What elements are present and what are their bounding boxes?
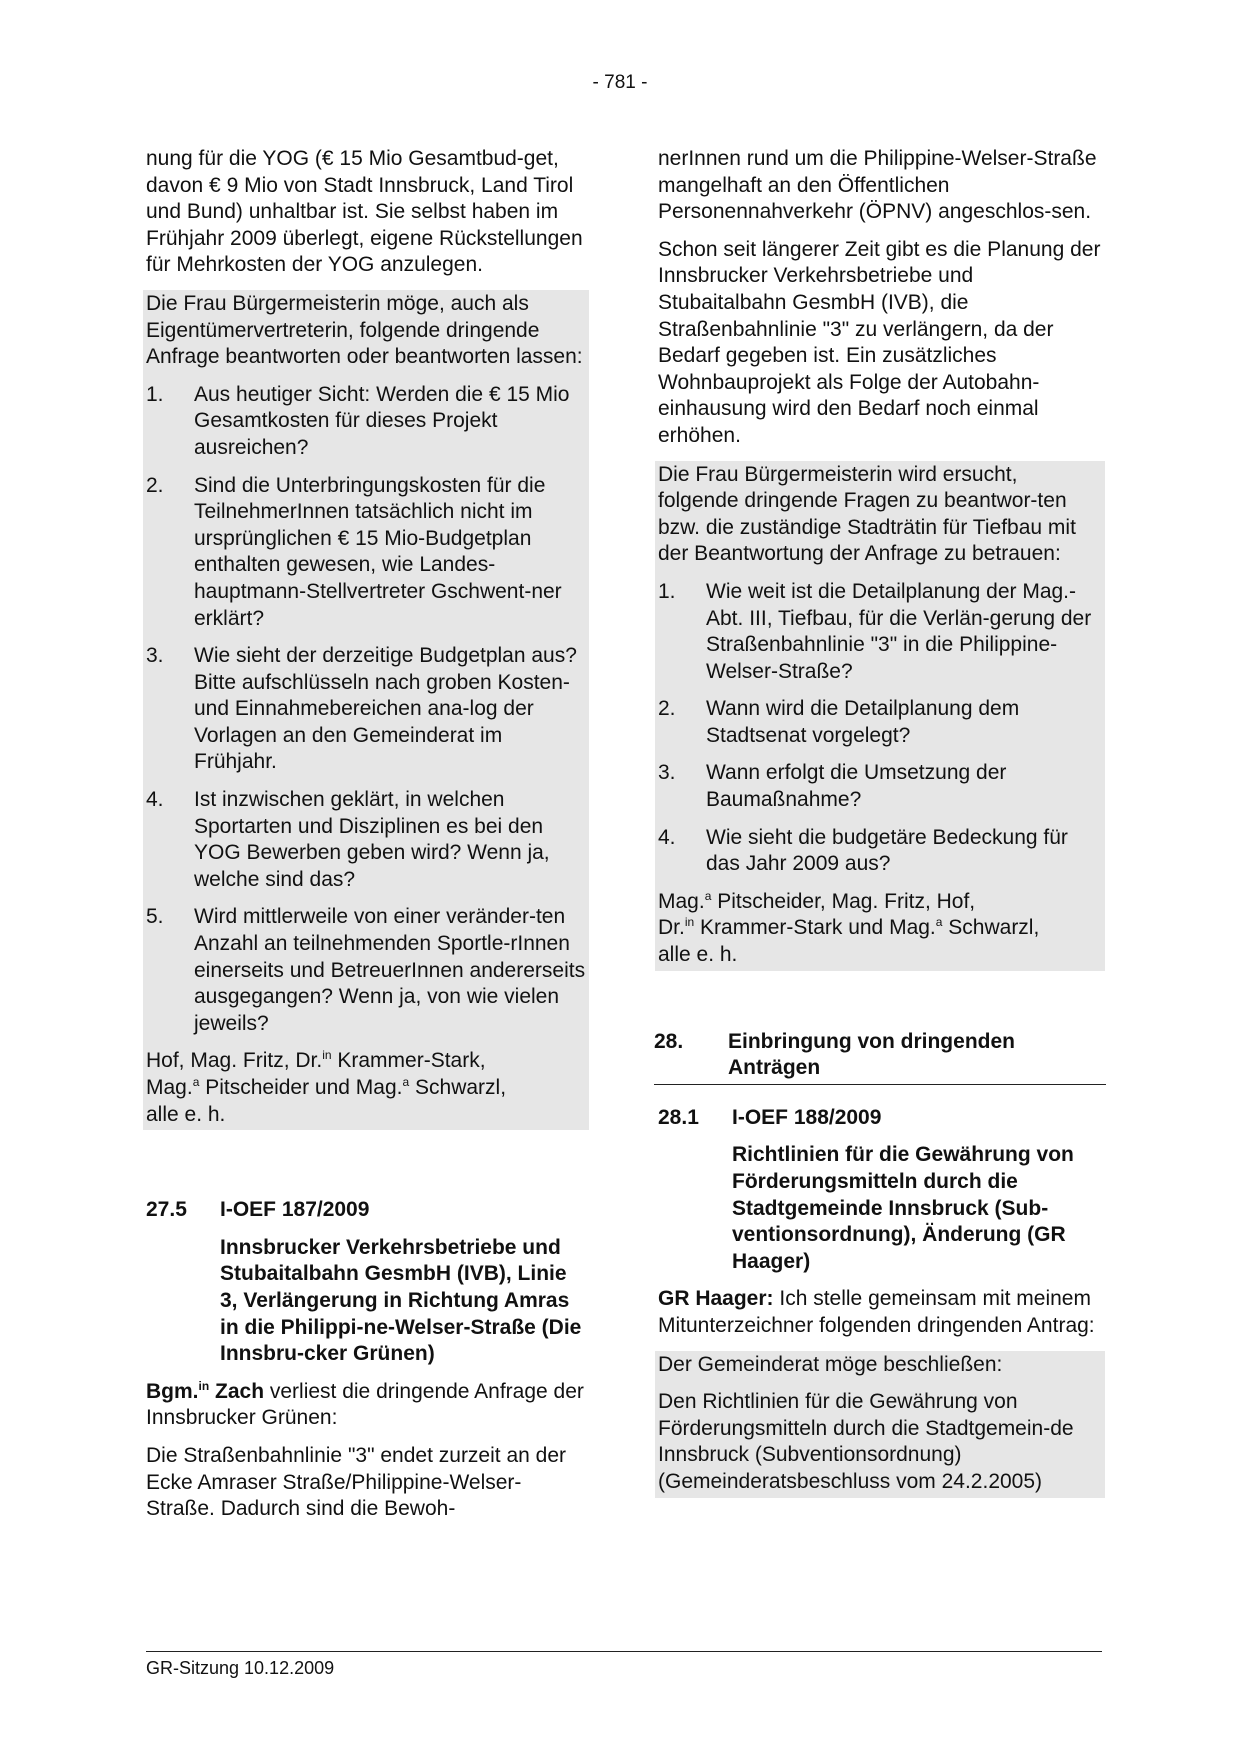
inquiry-request: Die Frau Bürgermeisterin wird ersucht, folgende dringende Fragen zu beantwor-ten bzw. die zuständige Stadträtin für Tiefbau mit der Beantwortung der Anfrage zu betrauen: bbox=[658, 462, 1076, 566]
signers: Hof, Mag. Fritz, Dr.$^{in}$ Krammer-Stark, Mag.$^a$ Pitscheider und Mag.$^a$ Schwarzl, alle e. h. bbox=[146, 1048, 507, 1126]
section-title: Innsbrucker Verkehrsbetriebe und Stubaitalbahn GesmbH (IVB), Linie 3, Verlängerung in Richtung Amras in die Philippi-ne-Welser-Straße (Die Innsbru-cker Grünen) bbox=[220, 1235, 582, 1366]
question-item: 3. Wann erfolgt die Umsetzung der Baumaßnahme? bbox=[658, 761, 1007, 812]
question-item: 2. Wann wird die Detailplanung dem Stadtsenat vorgelegt? bbox=[658, 697, 1020, 747]
continuation-paragraph: nerInnen rund um die Philippine-Welser-Straße mangelhaft an den Öffentlichen Personennahverkehr (ÖPNV) angeschlos-sen. bbox=[658, 147, 1097, 224]
inquiry-request: Die Frau Bürgermeisterin möge, auch als Eigentümervertreterin, folgende dringende Anfrage beantworten oder beantworten lassen: bbox=[146, 291, 583, 369]
section-heading-28-1: 28.1 I-OEF 188/2009 bbox=[658, 1105, 882, 1129]
question-list bbox=[146, 382, 586, 1038]
speaker-paragraph: Bgm.$^{in}$ Zach verliest die dringende Anfrage der Innsbrucker Grünen: bbox=[146, 1378, 584, 1430]
inquiry-block-yog bbox=[143, 290, 589, 1130]
motion-block bbox=[655, 1351, 1105, 1498]
question-list bbox=[658, 579, 1102, 878]
footer-text: GR-Sitzung 10.12.2009 bbox=[146, 1658, 335, 1678]
signers: Mag.$^a$ Pitscheider, Mag. Fritz, Hof, Dr.$^{in}$ Krammer-Stark und Mag.$^a$ Schwarzl, alle e. h. bbox=[658, 888, 1040, 967]
section-title: Richtlinien für die Gewährung von Förderungsmitteln durch die Stadtgemeinde Innsbruck (Sub-ventionsordnung), Änderung (GR Haager) bbox=[732, 1143, 1074, 1273]
intro-paragraph: nung für die YOG (€ 15 Mio Gesamtbud-get, davon € 9 Mio von Stadt Innsbruck, Land Tirol und Bund) unhaltbar ist. Sie selbst haben im Frühjahr 2009 überlegt, eigene Rückstellungen für Mehrkosten der YOG anzulegen. bbox=[146, 147, 583, 277]
question-item: 2. Sind die Unterbringungskosten für die TeilnehmerInnen tatsächlich nicht im ursprünglichen € 15 Mio-Budgetplan enthalten gewesen, wie Landes-hauptmann-Stellvertreter Gschwent-ner erklärt? bbox=[146, 473, 562, 630]
planning-paragraph: Schon seit längerer Zeit gibt es die Planung der Innsbrucker Verkehrsbetriebe und Stubaitalbahn GesmbH (IVB), die Straßenbahnlinie "3" zu verlängern, da der Bedarf gegeben ist. Ein zusätzliches Wohnbauprojekt als Folge der Autobahn-einhausung wird den Bedarf noch einmal erhöhen. bbox=[658, 237, 1101, 447]
footer-divider bbox=[146, 1651, 1102, 1652]
inquiry-block-tram bbox=[655, 461, 1105, 971]
body-paragraph: Die Straßenbahnlinie "3" endet zurzeit an der Ecke Amraser Straße/Philippine-Welser-Straße. Dadurch sind die Bewoh- bbox=[146, 1443, 566, 1521]
question-item: 4. Wie sieht die budgetäre Bedeckung für das Jahr 2009 aus? bbox=[658, 825, 1068, 876]
speaker-paragraph: GR Haager: Ich stelle gemeinsam mit meinem Mitunterzeichner folgenden dringenden Antrag: bbox=[658, 1287, 1095, 1337]
motion-intro: Der Gemeinderat möge beschließen: bbox=[658, 1352, 1003, 1376]
question-item: 3. Wie sieht der derzeitige Budgetplan aus? Bitte aufschlüsseln nach groben Kosten- und Einnahmebereichen ana-log der Vorlagen an den Gemeinderat im Frühjahr. bbox=[146, 644, 577, 774]
question-item: 1. Aus heutiger Sicht: Werden die € 15 Mio Gesamtkosten für dieses Projekt ausreichen? bbox=[146, 382, 570, 459]
left-column bbox=[146, 146, 586, 1523]
section-heading-28: 28. Einbringung von dringenden Anträgen bbox=[654, 1029, 1106, 1085]
section-heading-27-5: 27.5 I-OEF 187/2009 bbox=[146, 1198, 370, 1222]
question-item: 5. Wird mittlerweile von einer veränder-ten Anzahl an teilnehmenden Sportle-rInnen einerseits und BetreuerInnen andererseits ausgegangen? Wenn ja, von wie vielen jeweils? bbox=[146, 905, 586, 1035]
question-item: 1. Wie weit ist die Detailplanung der Mag.-Abt. III, Tiefbau, für die Verlän-gerung der Straßenbahnlinie "3" in die Philippine-Welser-Straße? bbox=[658, 579, 1092, 683]
question-item: 4. Ist inzwischen geklärt, in welchen Sportarten und Disziplinen es bei den YOG Bewerben geben wird? Wenn ja, welche sind das? bbox=[146, 788, 550, 891]
motion-text: Den Richtlinien für die Gewährung von Förderungsmitteln durch die Stadtgemein-de Innsbruck (Subventionsordnung) (Gemeinderatsbeschluss vom 24.2.2005) bbox=[658, 1390, 1074, 1493]
page-number: - 781 - bbox=[592, 72, 648, 93]
right-column bbox=[654, 146, 1102, 1498]
